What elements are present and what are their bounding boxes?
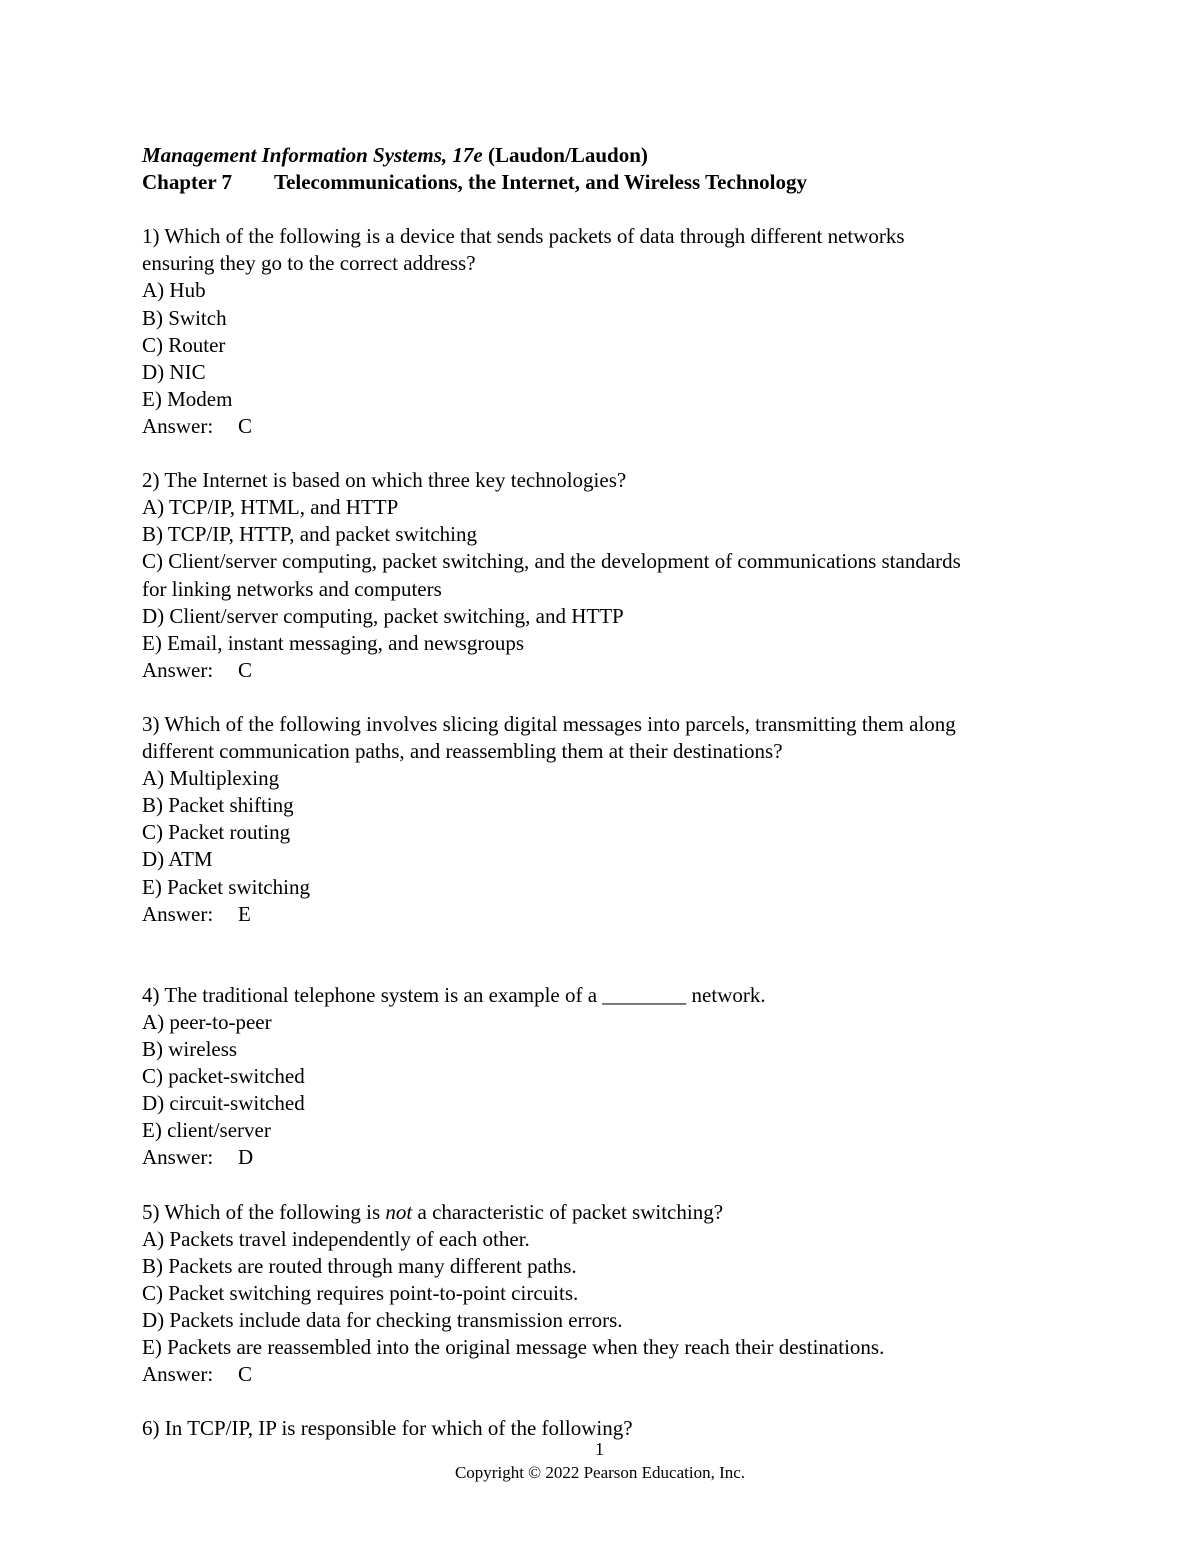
answer-option: D) circuit-switched — [142, 1091, 305, 1116]
book-authors: (Laudon/Laudon) — [487, 143, 648, 167]
question-stem-line — [142, 1199, 1082, 1226]
answer-line — [142, 657, 1082, 684]
answer-label: Answer: — [142, 1145, 214, 1170]
answer-line — [142, 1144, 1082, 1171]
answer-option: C) Client/server computing, packet switching, and the development of communications standards — [142, 549, 961, 574]
question-6 — [142, 1415, 1082, 1442]
answer-value: C — [238, 1362, 253, 1387]
answer-option-continuation: for linking networks and computers — [142, 576, 442, 601]
stem-text: a characteristic of packet switching? — [412, 1199, 724, 1224]
chapter-title: Telecommunications, the Internet, and Wireless Technology — [274, 170, 808, 195]
spacer — [142, 1388, 1082, 1415]
question-stem-line: 4) The traditional telephone system is an example of a ________ network. — [142, 982, 766, 1007]
answer-label: Answer: — [142, 657, 214, 682]
spacer — [142, 928, 1082, 955]
question-stem-line: ensuring they go to the correct address? — [142, 251, 476, 276]
answer-option: D) Packets include data for checking transmission errors. — [142, 1308, 623, 1333]
question-4 — [142, 982, 1082, 1172]
question-stem-line: 3) Which of the following involves slicing digital messages into parcels, transmitting them along — [142, 711, 956, 736]
stem-emphasis: not — [385, 1199, 413, 1224]
answer-line — [142, 1361, 1082, 1388]
stem-text: 5) Which of the following is — [142, 1199, 386, 1224]
answer-option: B) Packet shifting — [142, 793, 294, 818]
question-stem-line: 1) Which of the following is a device that sends packets of data through different networks — [142, 224, 905, 249]
chapter-heading — [142, 169, 1082, 196]
chapter-label: Chapter 7 — [142, 170, 233, 195]
question-3 — [142, 711, 1082, 928]
answer-value: E — [238, 901, 251, 926]
answer-option: E) Packets are reassembled into the original message when they reach their destinations. — [142, 1335, 885, 1360]
answer-option: C) Router — [142, 332, 226, 357]
spacer — [142, 1172, 1082, 1199]
answer-option: A) Packets travel independently of each other. — [142, 1226, 530, 1251]
spacer — [142, 196, 1082, 223]
page-content — [142, 142, 1082, 1443]
answer-value: D — [238, 1145, 254, 1170]
question-stem-line: 6) In TCP/IP, IP is responsible for which of the following? — [142, 1416, 633, 1441]
answer-option: B) wireless — [142, 1037, 238, 1062]
answer-option: D) NIC — [142, 359, 206, 384]
answer-option: D) ATM — [142, 847, 213, 872]
answer-label: Answer: — [142, 1362, 214, 1387]
answer-line — [142, 413, 1082, 440]
answer-option: E) Packet switching — [142, 874, 310, 899]
answer-option: A) peer-to-peer — [142, 1010, 272, 1034]
question-stem-line: 2) The Internet is based on which three key technologies? — [142, 468, 627, 493]
answer-option: C) packet-switched — [142, 1064, 305, 1089]
question-stem-line: different communication paths, and reassembling them at their destinations? — [142, 739, 783, 764]
answer-label: Answer: — [142, 413, 214, 438]
spacer — [142, 440, 1082, 467]
spacer — [142, 955, 1082, 982]
answer-option: C) Packet switching requires point-to-point circuits. — [142, 1280, 579, 1305]
book-header — [142, 142, 1082, 169]
answer-value: C — [238, 657, 253, 682]
answer-option: D) Client/server computing, packet switching, and HTTP — [142, 603, 624, 628]
copyright-notice: Copyright © 2022 Pearson Education, Inc. — [454, 1463, 746, 1482]
answer-option: E) Modem — [142, 386, 233, 411]
answer-option: A) TCP/IP, HTML, and HTTP — [142, 495, 399, 520]
book-title: Management Information Systems, 17e — [142, 143, 483, 167]
answer-option: A) Multiplexing — [142, 766, 280, 791]
question-2 — [142, 467, 1082, 684]
answer-option: B) Switch — [142, 305, 227, 330]
answer-value: C — [238, 413, 253, 438]
answer-option: E) Email, instant messaging, and newsgroups — [142, 630, 525, 655]
answer-label: Answer: — [142, 901, 214, 926]
answer-option: C) Packet routing — [142, 820, 291, 845]
spacer — [142, 684, 1082, 711]
question-5 — [142, 1199, 1082, 1389]
page-number: 1 — [595, 1439, 604, 1459]
answer-option: A) Hub — [142, 278, 206, 303]
answer-option: E) client/server — [142, 1118, 271, 1143]
question-1 — [142, 223, 1082, 440]
answer-option: B) Packets are routed through many different paths. — [142, 1253, 577, 1278]
answer-line — [142, 901, 1082, 928]
answer-option: B) TCP/IP, HTTP, and packet switching — [142, 522, 478, 547]
